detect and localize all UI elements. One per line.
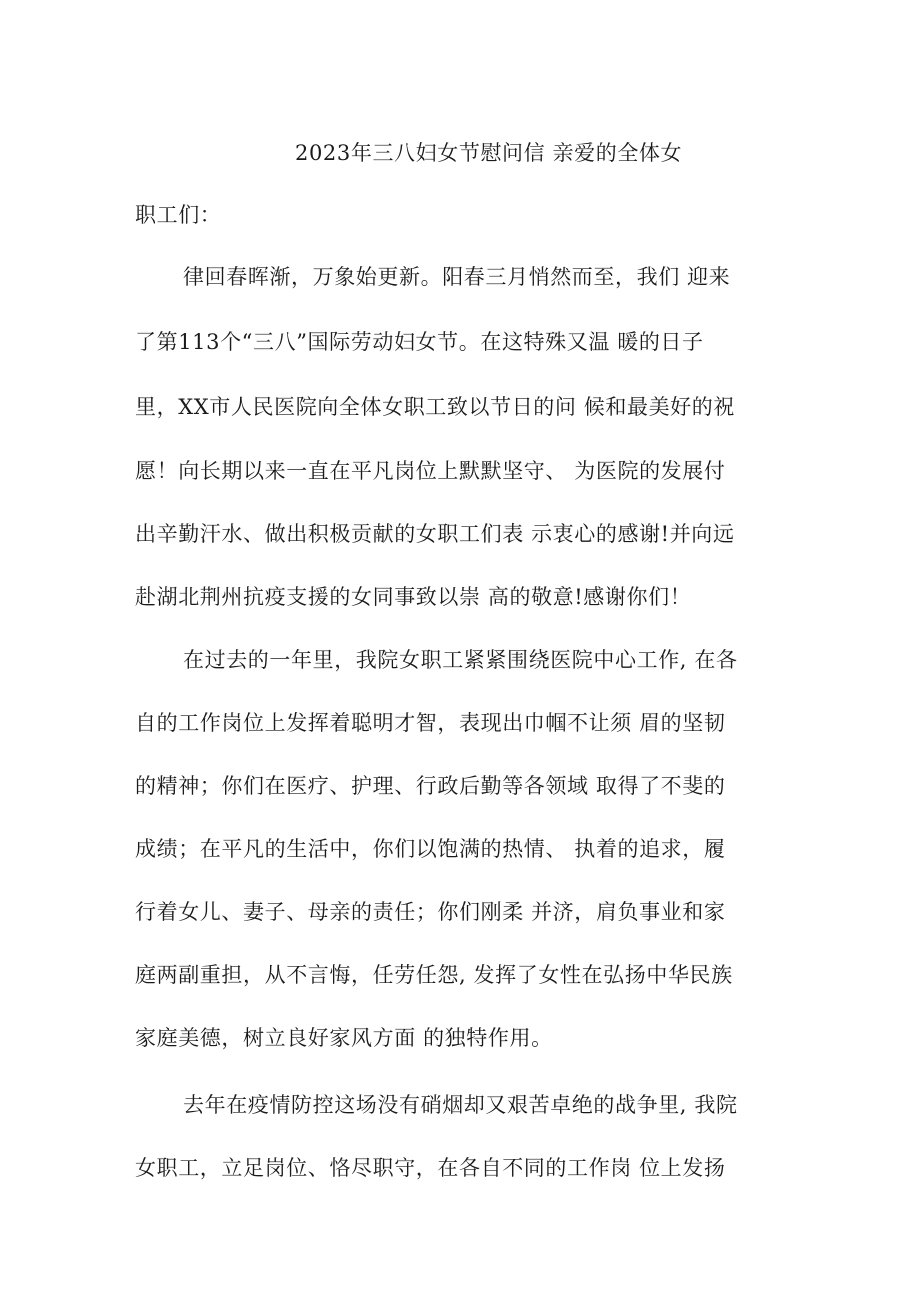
paragraph-line: 女职工，立足岗位、恪尽职守，在各自不同的工作岗 位上发扬 [135,1156,726,1180]
paragraph-line: 在过去的一年里，我院女职工紧紧围绕医院中心工作, 在各 [183,648,738,672]
paragraph-line: 里，XX市人民医院向全体女职工致以节日的问 候和最美好的祝 [135,395,735,419]
paragraph-line: 律回春晖渐，万象始更新。阳春三月悄然而至，我们 迎来 [183,265,731,289]
paragraph-line: 了第113个“三八”国际劳动妇女节。在这特殊又温 暖的日子 [135,330,704,354]
paragraph-line: 成绩；在平凡的生活中，你们以饱满的热情、 执着的追求，履 [135,837,726,861]
paragraph-line: 的精神；你们在医疗、护理、行政后勤等各领域 取得了不斐的 [135,774,726,798]
paragraph-line: 愿！向长期以来一直在平凡岗位上默默坚守、 为医院的发展付 [135,459,726,483]
paragraph-line: 行着女儿、妻子、母亲的责任；你们刚柔 并济，肩负事业和家 [135,900,726,924]
paragraph-line: 自的工作岗位上发挥着聪明才智，表现出巾帼不让须 眉的坚韧 [135,711,726,735]
salutation: 职工们： [135,203,222,227]
paragraph-line: 赴湖北荆州抗疫支援的女同事致以崇 高的敬意!感谢你们！ [135,585,692,609]
paragraph-line: 去年在疫情防控这场没有硝烟却又艰苦卓绝的战争里, 我院 [183,1093,738,1117]
paragraph-line: 庭两副重担，从不言悔，任劳任怨, 发挥了女性在弘扬中华民族 [135,963,733,987]
paragraph-line: 家庭美德，树立良好家风方面 的独特作用。 [135,1026,553,1050]
paragraph-line: 出辛勤汗水、做出积极贡献的女职工们表 示衷心的感谢!并向远 [135,522,735,546]
letter-title: 2023年三八妇女节慰问信 亲爱的全体女 [295,141,683,165]
